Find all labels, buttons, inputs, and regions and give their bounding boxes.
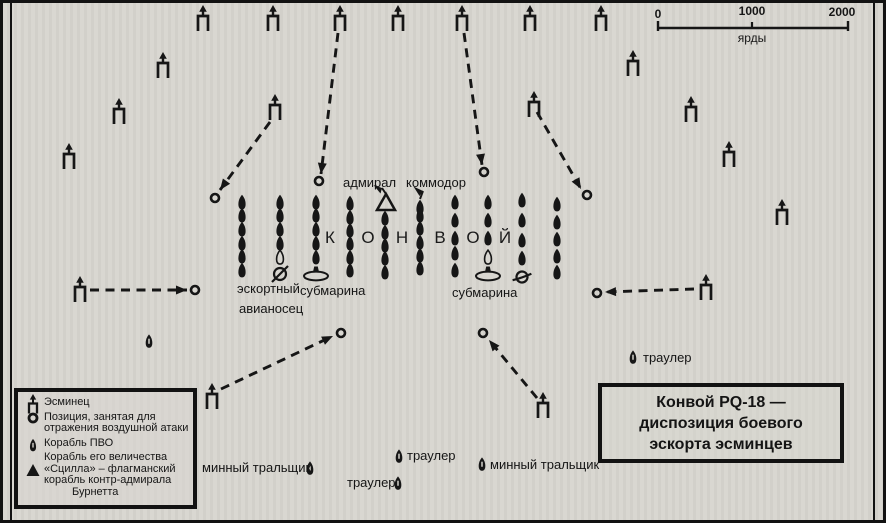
destroyer-symbol xyxy=(538,392,548,418)
trawler-symbol xyxy=(630,350,637,363)
aa-ship-symbol xyxy=(277,250,284,264)
submarine-symbol xyxy=(476,267,500,281)
track-arrowhead xyxy=(605,287,616,296)
destroyer-symbol xyxy=(158,52,168,78)
movement-track xyxy=(464,33,486,166)
legend-item xyxy=(23,452,189,498)
field-label: минный тральщик xyxy=(490,457,600,472)
field-label: траулер xyxy=(643,350,692,365)
convoy-ship-symbol xyxy=(381,225,388,240)
convoy-word-letter: О xyxy=(361,228,375,247)
convoy-word-letter: В xyxy=(434,228,446,247)
attack-position-circle xyxy=(480,168,488,176)
movement-track xyxy=(216,122,270,193)
legend-label: корабль контр-адмирала xyxy=(44,474,172,486)
track-arrowhead xyxy=(321,332,335,345)
legend-item xyxy=(23,438,189,450)
legend-label: Корабль ПВО xyxy=(44,436,114,449)
field-label: минный тральщик xyxy=(202,460,312,475)
destroyer-symbol xyxy=(335,5,345,31)
convoy-ship-symbol xyxy=(312,222,319,237)
convoy-ship-symbol xyxy=(553,249,560,264)
field-label: траулер xyxy=(407,448,456,463)
convoy-ship-symbol xyxy=(484,195,491,210)
field-label: адмирал xyxy=(343,175,397,190)
legend-label: отражения воздушной атаки xyxy=(44,422,189,434)
trawler-symbol xyxy=(395,476,402,489)
aa-ship-symbol xyxy=(485,250,492,264)
title-box xyxy=(598,383,844,463)
movement-track xyxy=(486,337,537,398)
convoy-ship-symbol xyxy=(238,208,245,223)
convoy-ship-symbol xyxy=(553,197,560,212)
convoy-word-letter: Н xyxy=(395,228,409,247)
convoy-ship-symbol xyxy=(346,223,353,238)
movement-track xyxy=(537,112,585,191)
destroyer-symbol xyxy=(628,50,638,76)
field-label: авианосец xyxy=(239,301,304,316)
escort-carrier-symbol xyxy=(272,266,288,282)
convoy-word-letter: Й xyxy=(498,228,512,247)
convoy-ship-symbol xyxy=(518,233,525,248)
convoy-ship-symbol xyxy=(451,246,458,261)
convoy-ship-symbol xyxy=(381,265,388,280)
attack-position-circle xyxy=(211,194,219,202)
destroyer-symbol xyxy=(198,5,208,31)
convoy-ship-symbol xyxy=(346,250,353,265)
trawler-symbol xyxy=(396,449,403,462)
legend-label: «Сцилла» – флагманский xyxy=(44,462,176,475)
title-line: Конвой PQ-18 — xyxy=(656,393,786,411)
convoy-ship-symbol xyxy=(238,263,245,278)
destroyer-symbol xyxy=(777,199,787,225)
convoy-ship-symbol xyxy=(553,232,560,247)
convoy-ship-symbol xyxy=(238,249,245,264)
trawler-symbol xyxy=(146,334,153,347)
convoy-ship-symbol xyxy=(238,222,245,237)
convoy-ship-symbol xyxy=(416,221,423,236)
legend-label: Эсминец xyxy=(44,396,90,408)
convoy-ship-symbol xyxy=(238,236,245,251)
track-arrowhead xyxy=(572,177,585,191)
convoy-ship-symbol xyxy=(312,208,319,223)
scale-tick-label: 0 xyxy=(654,7,662,21)
convoy-ship-symbol xyxy=(518,213,525,228)
legend-item xyxy=(23,397,189,409)
convoy-ship-symbol xyxy=(553,215,560,230)
destroyer-symbol xyxy=(268,5,278,31)
attack-position-icon xyxy=(23,408,43,435)
convoy-ship-symbol xyxy=(381,211,388,226)
convoy-ship-symbol xyxy=(276,236,283,251)
legend-label: Бурнетта xyxy=(72,485,119,498)
track-arrowhead xyxy=(176,286,187,295)
attack-position-circle xyxy=(191,286,199,294)
destroyer-symbol xyxy=(457,5,467,31)
destroyer-symbol xyxy=(207,383,217,409)
convoy-ship-symbol xyxy=(346,236,353,251)
field-label: коммодор xyxy=(406,175,466,190)
crossed-circle-symbol xyxy=(513,268,532,286)
field-label: эскортный xyxy=(237,281,300,296)
convoy-ship-symbol xyxy=(238,195,245,210)
convoy-ship-symbol xyxy=(451,263,458,278)
trawler-symbol xyxy=(479,457,486,470)
convoy-ship-symbol xyxy=(312,236,319,251)
scale-tick-label: 1000 xyxy=(738,4,766,18)
movement-track xyxy=(221,332,335,389)
destroyer-symbol xyxy=(270,94,280,120)
legend-label: Позиция, занятая для xyxy=(44,410,156,423)
convoy-ship-symbol xyxy=(416,235,423,250)
destroyer-symbol xyxy=(724,141,734,167)
convoy-ship-symbol xyxy=(276,222,283,237)
destroyer-symbol xyxy=(701,274,711,300)
scale-tick-label: 2000 xyxy=(828,5,856,19)
title-line: эскорта эсминцев xyxy=(649,435,793,453)
inner-border-left xyxy=(10,0,12,523)
field-label: траулер xyxy=(347,475,396,490)
movement-track xyxy=(90,286,187,295)
convoy-ship-symbol xyxy=(346,196,353,211)
track-arrowhead xyxy=(216,178,230,192)
scale-unit-label: ярды xyxy=(737,31,767,45)
inner-border-right xyxy=(873,0,875,523)
convoy-ship-symbol xyxy=(451,195,458,210)
convoy-ship-symbol xyxy=(346,210,353,225)
convoy-ship-symbol xyxy=(381,251,388,266)
attack-position-circle xyxy=(315,177,323,185)
destroyer-symbol xyxy=(393,5,403,31)
convoy-ship-symbol xyxy=(416,261,423,276)
scylla-flagship-icon xyxy=(23,460,43,487)
legend-box xyxy=(14,388,197,509)
submarine-symbol xyxy=(304,267,328,281)
convoy-ship-symbol xyxy=(484,231,491,246)
convoy-ship-symbol xyxy=(276,208,283,223)
attack-position-circle xyxy=(593,289,601,297)
destroyer-symbol xyxy=(596,5,606,31)
convoy-ship-symbol xyxy=(553,265,560,280)
convoy-word-letter: О xyxy=(466,228,480,247)
destroyer-symbol xyxy=(75,276,85,302)
destroyer-symbol xyxy=(686,96,696,122)
destroyer-symbol xyxy=(525,5,535,31)
legend-item xyxy=(23,412,189,435)
convoy-ship-symbol xyxy=(312,195,319,210)
attack-position-circle xyxy=(583,191,591,199)
title-line: диспозиция боевого xyxy=(639,414,803,432)
track-arrowhead xyxy=(317,163,327,175)
destroyer-symbol xyxy=(64,143,74,169)
field-label: субмарина xyxy=(452,285,518,300)
convoy-ship-symbol xyxy=(518,193,525,208)
convoy-ship-symbol xyxy=(484,213,491,228)
legend-label: Корабль его величества xyxy=(44,451,168,463)
scale-bar xyxy=(658,21,848,31)
attack-position-circle xyxy=(337,329,345,337)
convoy-ship-symbol xyxy=(518,251,525,266)
convoy-ship-symbol xyxy=(416,248,423,263)
convoy-ship-symbol xyxy=(451,231,458,246)
field-label: субмарина xyxy=(300,283,366,298)
convoy-word-letter: К xyxy=(325,228,335,247)
convoy-ship-symbol xyxy=(346,263,353,278)
movement-track xyxy=(605,287,694,296)
convoy-ship-symbol xyxy=(381,238,388,253)
convoy-ship-symbol xyxy=(276,195,283,210)
movement-track xyxy=(317,33,338,175)
destroyer-symbol xyxy=(114,98,124,124)
convoy-ship-symbol xyxy=(451,213,458,228)
attack-position-circle xyxy=(479,329,487,337)
convoy-ship-symbol xyxy=(312,250,319,265)
